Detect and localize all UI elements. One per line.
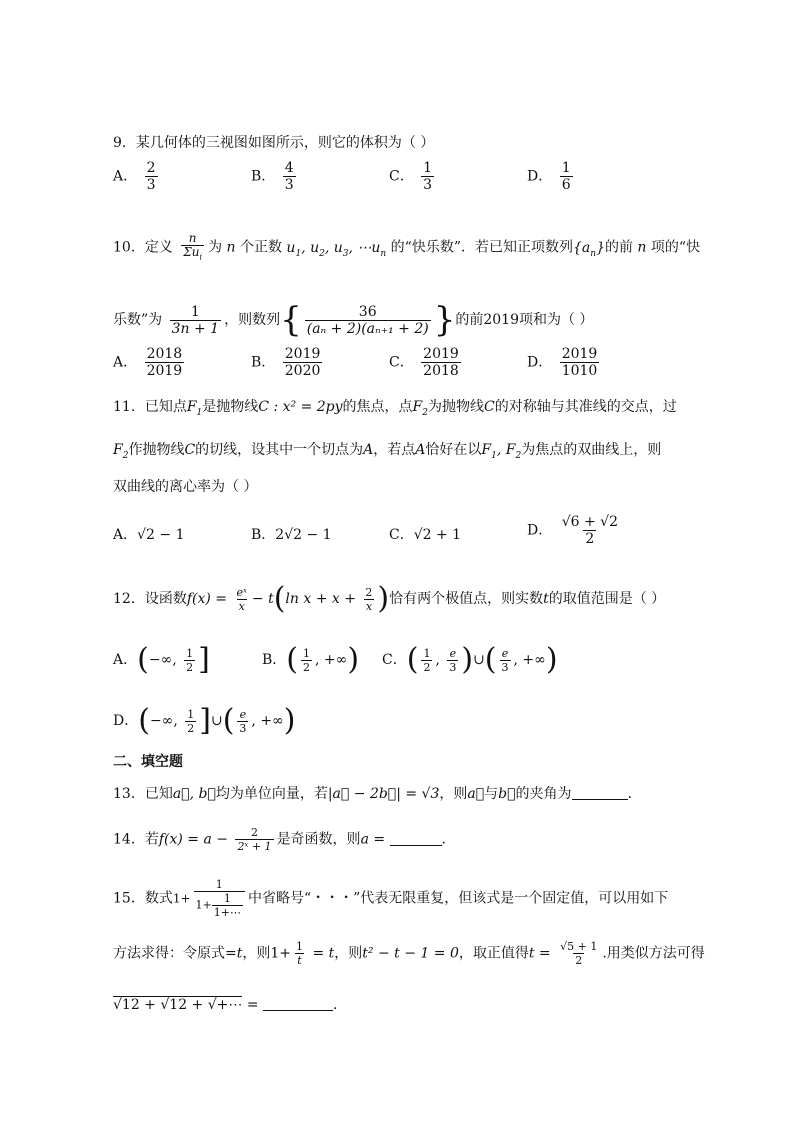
q13-stem: 13．已知a⃗, b⃗均为单位向量，若|a⃗ − 2b⃗| = √3，则a⃗与b⃗的夹角为 . [113, 786, 632, 802]
numerator: 1 [423, 160, 433, 176]
q10-option-b [251, 346, 325, 379]
text: .用类似方法可得 [602, 945, 705, 962]
denominator: 2019 [146, 363, 183, 379]
text: ，则 [439, 786, 468, 802]
q11-option-c [389, 524, 461, 544]
text: ，若点 [373, 442, 416, 458]
q11-line-1: 11．已知点$F_1$是抛物线C : x² = 2py的焦点，点$F_2$为抛物线C的对称轴与其准线的交点，过 [113, 399, 677, 418]
option-label: D． [527, 168, 553, 185]
option-label: A． [113, 354, 138, 371]
option-label: C． [382, 652, 407, 668]
option-label: A． [113, 652, 138, 668]
text: . [441, 831, 446, 848]
text: 中省略号“・・・”代表无限重复，但该式是一个固定值，可以用如下 [247, 890, 669, 907]
text: . [333, 997, 338, 1013]
q15-line-3: √12 + √12 + √+⋯ = . [113, 997, 338, 1013]
q10-option-c [389, 346, 464, 379]
text: 是奇函数，则 [276, 831, 361, 848]
denominator: 3n + 1 [171, 320, 220, 337]
text: ，则 [242, 945, 271, 962]
q12-option-d: D．(−∞, $\frac{1}{2}$ ]∪( $\frac{e}{3}$ , +∞) [113, 703, 296, 738]
denominator: 3 [284, 177, 294, 193]
q10-option-a [113, 346, 187, 379]
text: 15．数式 [113, 890, 173, 907]
text: 的对称轴与其准线的交点，过 [494, 399, 677, 415]
option-label: C． [389, 168, 414, 185]
q11-line-3: 双曲线的离心率为（ ） [113, 479, 258, 495]
answer-blank[interactable] [572, 785, 628, 800]
denominator: 2020 [284, 363, 321, 379]
option-label: A． [113, 527, 138, 543]
text: 与 [484, 786, 499, 802]
option-label: D． [113, 713, 139, 729]
option-label: B． [251, 168, 276, 185]
option-label: A． [113, 168, 138, 185]
text: 方法求得：令原式= [113, 945, 237, 962]
q10-line-1: 10．定义 $\frac{n}{\Sigma u_i}$ 为 n 个正数 $u_1$, $u_2$, $u_3$, $\cdots u_n$ 的“快乐数”．若已知正项数列$\{a_n\}$的前 n 项的“快 [113, 231, 701, 262]
q10-option-d [527, 346, 602, 379]
text: 为抛物线 [427, 399, 484, 415]
option-label: B． [251, 527, 276, 543]
denominator: 1010 [561, 363, 598, 379]
numerator: 2019 [423, 346, 459, 362]
option-label: C． [389, 527, 414, 543]
answer-blank[interactable] [263, 996, 333, 1011]
text: 项的“快 [650, 239, 701, 256]
q11-option-b [251, 524, 332, 544]
text: 为 [208, 239, 223, 256]
text: 10．定义 [113, 239, 173, 256]
denominator: 2018 [423, 363, 459, 379]
q9-option-a [113, 160, 161, 193]
q15-line-1: 15．数式1+ 1 1+ $\frac{1}{1+\cdots}$ 中省略号“・・・”代表无限重复，但该式是一个固定值，可以用如下 [113, 878, 669, 919]
numerator: 2019 [561, 346, 598, 362]
text: 的前2019项和为（ ） [455, 312, 594, 328]
text: 个正数 [239, 239, 282, 256]
q15-line-2: 方法求得：令原式=t，则1+ $\frac{1}{t}$ = t，则t² − t − 1 = 0，取正值得t = $\frac{√5 + 1}{2}$ .用类似方法可得 [113, 940, 705, 967]
text: 的“快乐数”．若已知正项数列 [390, 239, 573, 256]
text: 14．若 [113, 831, 159, 848]
text: 的取值范围是（ ） [548, 591, 666, 607]
q9-stem: 9．某几何体的三视图如图所示，则它的体积为（ ） [113, 135, 435, 151]
text: 12．设函数 [113, 591, 187, 607]
numerator: 1 [190, 303, 200, 320]
option-label: C． [389, 354, 414, 371]
q10-line-2: 乐数”为 $\frac{1}{3n + 1}$ ，则数列{ $\frac{36}{\text{(aₙ + 2)(aₙ₊₁ + 2)}}$ }的前2019项和为（ ） [113, 300, 594, 340]
answer-blank[interactable] [390, 831, 442, 846]
denominator: 6 [561, 177, 571, 193]
denominator: 3 [146, 177, 156, 193]
text: ，取正值得 [458, 945, 529, 962]
option-label: B． [262, 652, 287, 668]
numerator: 1 [561, 160, 571, 176]
option-value: √2 − 1 [137, 527, 185, 543]
text: . [627, 786, 632, 802]
text: 作抛物线 [128, 442, 185, 458]
text: 的前 [604, 239, 633, 256]
q9-option-b [251, 160, 299, 193]
text: ，则数列 [224, 312, 281, 328]
numerator: 2019 [284, 346, 321, 362]
numerator: 2 [146, 160, 156, 176]
denominator: 2 [585, 531, 595, 547]
q14-stem: 14．若f(x) = a − $\frac{2}{\text{2ˣ + 1}}$ 是奇函数，则a = . [113, 826, 446, 853]
q11-option-a [113, 524, 185, 544]
option-value: √2 + 1 [413, 527, 462, 543]
text: 是抛物线 [202, 399, 259, 415]
q12-option-c: C．( $\frac{1}{2}$ , $\frac{e}{3}$ )∪( $\frac{e}{3}$ , +∞) [382, 642, 558, 677]
numerator: 36 [358, 303, 377, 320]
text: 13．已知 [113, 786, 173, 802]
text: 乐数”为 [113, 312, 163, 328]
denominator: 3 [423, 177, 433, 193]
text: 为焦点的双曲线上，则 [521, 442, 662, 458]
denominator: (aₙ + 2)(aₙ₊₁ + 2) [306, 320, 429, 337]
text: 恰好在以 [425, 442, 482, 458]
q11-line-2: $F_2$作抛物线C的切线，设其中一个切点为A，若点A恰好在以$F_1$, $F_2$为焦点的双曲线上，则 [113, 442, 662, 461]
text: 的焦点，点 [342, 399, 413, 415]
text: ，则 [334, 945, 363, 962]
numerator: 2018 [146, 346, 183, 362]
option-value: 2√2 − 1 [275, 527, 332, 543]
option-label: B． [251, 354, 276, 371]
q12-option-a: A．(−∞, $\frac{1}{2}$ ] [113, 642, 210, 677]
section-heading: 二、填空题 [113, 754, 183, 770]
text: 恰有两个极值点，则实数 [389, 591, 544, 607]
q12-stem: 12．设函数f(x) = $\frac{\text{eˣ}}{x}$ − t(ln x + x + $\frac{2}{x}$ )恰有两个极值点，则实数t的取值范围是（ ） [113, 581, 666, 616]
q12-option-b: B．( $\frac{1}{2}$ , +∞) [262, 642, 360, 677]
text: 均为单位向量，若 [215, 786, 328, 802]
numerator: 4 [284, 160, 294, 176]
text: 的切线，设其中一个切点为 [195, 442, 364, 458]
q9-option-d [527, 160, 576, 193]
text: 11．已知点 [113, 399, 187, 415]
q9-option-c [389, 160, 437, 193]
option-label: D． [527, 522, 553, 539]
text: 的夹角为 [515, 786, 572, 802]
q11-option-d [527, 514, 623, 547]
option-label: D． [527, 354, 553, 371]
numerator: √6 + √2 [561, 514, 618, 530]
